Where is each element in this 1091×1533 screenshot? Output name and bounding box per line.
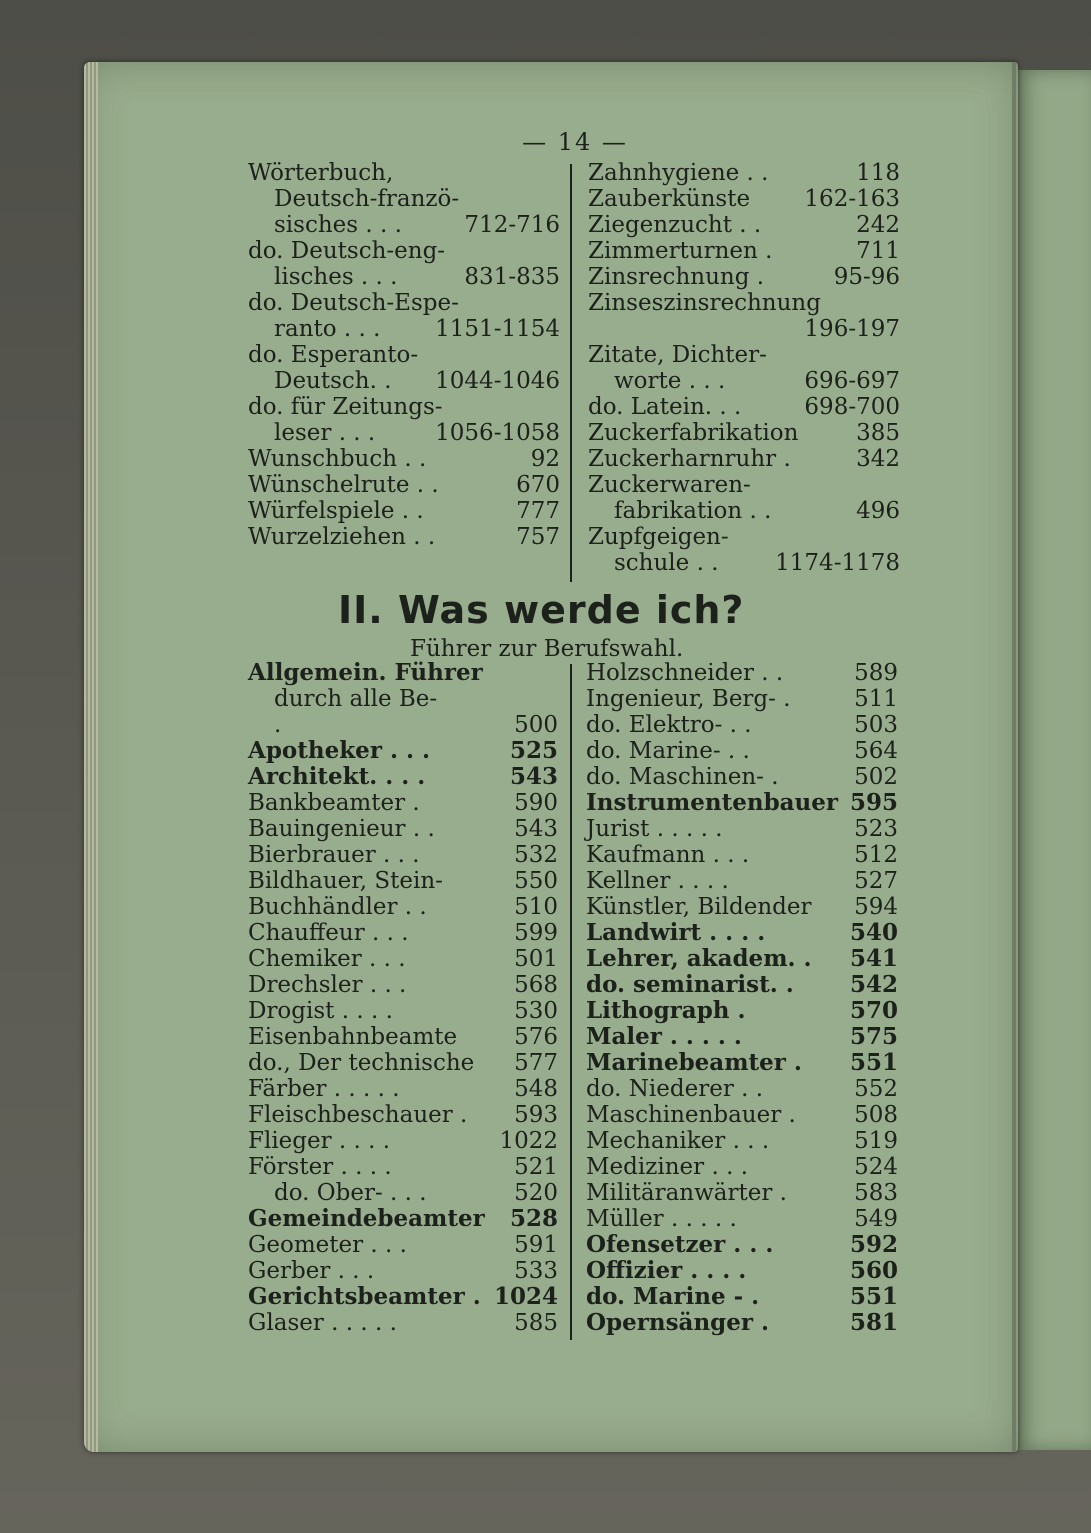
entry-page-ref: 533 [514, 1258, 558, 1284]
index-column-upper-right [588, 160, 900, 576]
entry-page-ref: 577 [514, 1050, 558, 1076]
entry-term: Förster . . . . [248, 1154, 392, 1180]
column-divider-upper [570, 164, 572, 582]
entry-term: Militäranwärter . [586, 1180, 787, 1206]
entry-page-ref: 568 [514, 972, 558, 998]
entry-term: Künstler, Bildender [586, 894, 812, 920]
index-entry [586, 842, 898, 868]
entry-term: Jurist . . . . . [586, 816, 723, 842]
index-entry [586, 738, 898, 764]
entry-term: Mediziner . . . [586, 1154, 748, 1180]
index-entry [588, 316, 900, 342]
entry-term: Offizier . . . . [586, 1257, 747, 1284]
entry-term: Ofensetzer . . . [586, 1231, 774, 1258]
index-entry [248, 472, 560, 498]
entry-page-ref: 551 [849, 1049, 898, 1076]
entry-page-ref: 196-197 [804, 316, 900, 342]
entry-page-ref: 532 [514, 842, 558, 868]
entry-page-ref: 511 [854, 686, 898, 712]
entry-term: Holzschneider . . [586, 660, 784, 686]
index-entry [586, 816, 898, 842]
entry-page-ref: 503 [854, 712, 898, 738]
entry-term: Gerichtsbeamter . [248, 1283, 481, 1310]
index-entry [586, 1154, 898, 1180]
entry-term: Chauffeur . . . [248, 920, 409, 946]
entry-page-ref: 570 [849, 997, 898, 1024]
entry-page-ref: 385 [856, 420, 900, 446]
entry-page-ref: 342 [856, 446, 900, 472]
index-entry [588, 446, 900, 472]
entry-page-ref: 590 [514, 790, 558, 816]
entry-page-ref: 594 [854, 894, 898, 920]
entry-page-ref: 589 [854, 660, 898, 686]
column-divider-lower [570, 664, 572, 1340]
entry-page-ref: 552 [854, 1076, 898, 1102]
entry-page-ref: 1022 [499, 1128, 558, 1154]
entry-term: Fleischbeschauer . [248, 1102, 468, 1128]
index-entry [248, 816, 558, 842]
entry-term: ranto . . . [274, 316, 381, 342]
entry-page-ref: 549 [854, 1206, 898, 1232]
entry-page-ref: 543 [509, 763, 558, 790]
entry-term: Drechsler . . . [248, 972, 407, 998]
entry-term: Maschinenbauer . [586, 1102, 796, 1128]
index-entry [248, 1102, 558, 1128]
index-entry [588, 368, 900, 394]
page-number: — 14 — [522, 128, 628, 156]
entry-term: do. Deutsch-Espe- [248, 290, 459, 316]
entry-term: Drogist . . . . [248, 998, 393, 1024]
index-entry [586, 1180, 898, 1206]
entry-term: do. seminarist. . [586, 971, 794, 998]
index-entry [586, 764, 898, 790]
entry-term: Zuckerharnruhr . [588, 446, 791, 472]
index-entry [248, 316, 560, 342]
entry-page-ref: 520 [514, 1180, 558, 1206]
index-entry [586, 660, 898, 686]
entry-page-ref: 542 [849, 971, 898, 998]
index-entry [248, 686, 558, 712]
index-entry [248, 1076, 558, 1102]
entry-page-ref: 581 [849, 1309, 898, 1336]
entry-page-ref: 712-716 [464, 212, 560, 238]
entry-term: Ziegenzucht . . [588, 212, 762, 238]
entry-term: do., Der technische [248, 1050, 475, 1076]
index-entry [588, 186, 900, 212]
entry-term: Kellner . . . . [586, 868, 729, 894]
index-entry [588, 550, 900, 576]
entry-page-ref: 550 [514, 868, 558, 894]
entry-page-ref: 540 [849, 919, 898, 946]
index-entry [248, 1310, 558, 1336]
index-entry [248, 1284, 558, 1310]
index-entry [586, 1284, 898, 1310]
index-column-upper-left [248, 160, 560, 550]
index-column-lower-left [248, 660, 558, 1336]
entry-term: Zauberkünste [588, 186, 751, 212]
entry-page-ref: 777 [516, 498, 560, 524]
index-entry [248, 972, 558, 998]
index-entry [586, 868, 898, 894]
index-column-lower-right [586, 660, 898, 1336]
entry-term: Zimmerturnen . [588, 238, 773, 264]
entry-term: Bierbrauer . . . [248, 842, 420, 868]
index-entry [586, 998, 898, 1024]
entry-term: do. Marine - . [586, 1283, 760, 1310]
entry-term: do. Maschinen- . [586, 764, 779, 790]
entry-page-ref: 95-96 [833, 264, 900, 290]
index-entry [248, 446, 560, 472]
index-entry [248, 264, 560, 290]
entry-term: Flieger . . . . [248, 1128, 391, 1154]
entry-page-ref: 575 [849, 1023, 898, 1050]
entry-term: Bildhauer, Stein- [248, 868, 443, 894]
index-entry [586, 1076, 898, 1102]
index-entry [248, 660, 558, 686]
index-entry [586, 1206, 898, 1232]
entry-page-ref: 525 [509, 737, 558, 764]
entry-term: Eisenbahnbeamte [248, 1024, 458, 1050]
entry-term: Apotheker . . . [248, 737, 430, 764]
section-title: II. Was werde ich? [338, 588, 745, 632]
entry-term: Architekt. . . . [248, 763, 426, 790]
section-subtitle: Führer zur Berufswahl. [410, 636, 684, 662]
entry-term: do. Latein. . . [588, 394, 742, 420]
index-entry [248, 1024, 558, 1050]
entry-page-ref: 524 [854, 1154, 898, 1180]
entry-term: do. Esperanto- [248, 342, 419, 368]
index-entry [586, 1050, 898, 1076]
entry-page-ref: 541 [849, 945, 898, 972]
index-entry [248, 1258, 558, 1284]
entry-page-ref: 519 [854, 1128, 898, 1154]
index-entry [586, 1310, 898, 1336]
entry-term: Deutsch-franzö- [274, 186, 460, 212]
entry-term: Wunschbuch . . [248, 446, 427, 472]
entry-page-ref: 543 [514, 816, 558, 842]
index-entry [588, 212, 900, 238]
entry-page-ref: 92 [530, 446, 560, 472]
entry-page-ref: 1044-1046 [435, 368, 560, 394]
entry-page-ref: 242 [856, 212, 900, 238]
entry-page-ref: 118 [856, 160, 900, 186]
index-entry [588, 342, 900, 368]
index-entry [248, 238, 560, 264]
index-entry [248, 524, 560, 550]
entry-page-ref: 583 [854, 1180, 898, 1206]
entry-page-ref: 831-835 [464, 264, 560, 290]
entry-term: Opernsänger . [586, 1309, 770, 1336]
index-entry [588, 498, 900, 524]
index-entry [588, 160, 900, 186]
index-entry [248, 868, 558, 894]
index-entry [248, 186, 560, 212]
index-entry [588, 472, 900, 498]
index-entry [588, 238, 900, 264]
index-entry [248, 1154, 558, 1180]
index-entry [248, 498, 560, 524]
entry-page-ref: 593 [514, 1102, 558, 1128]
entry-term: Deutsch. . [274, 368, 392, 394]
entry-term: Wörterbuch, [248, 160, 394, 186]
entry-page-ref: 501 [514, 946, 558, 972]
entry-term: Wünschelrute . . [248, 472, 439, 498]
index-entry [248, 212, 560, 238]
index-entry [248, 160, 560, 186]
index-entry [586, 1102, 898, 1128]
entry-term: leser . . . [274, 420, 376, 446]
entry-term: Bankbeamter . [248, 790, 420, 816]
index-entry [586, 1258, 898, 1284]
entry-page-ref: 551 [849, 1283, 898, 1310]
index-entry [586, 946, 898, 972]
index-entry [586, 790, 898, 816]
entry-term: Zupfgeigen- [588, 524, 729, 550]
index-entry [248, 842, 558, 868]
entry-term: Würfelspiele . . [248, 498, 424, 524]
entry-page-ref: 670 [516, 472, 560, 498]
entry-term: Gemeindebeamter [248, 1205, 485, 1232]
index-entry [588, 264, 900, 290]
entry-page-ref: 595 [849, 789, 898, 816]
entry-term: Marinebeamter . [586, 1049, 802, 1076]
index-entry [588, 524, 900, 550]
entry-page-ref: 696-697 [804, 368, 900, 394]
entry-term: Buchhändler . . [248, 894, 427, 920]
index-entry [588, 420, 900, 446]
entry-page-ref: 698-700 [804, 394, 900, 420]
index-entry [248, 790, 558, 816]
entry-term: Müller . . . . . [586, 1206, 737, 1232]
entry-page-ref: 510 [514, 894, 558, 920]
index-entry [586, 712, 898, 738]
next-page-edge [1016, 70, 1091, 1450]
entry-term: Kaufmann . . . [586, 842, 750, 868]
index-entry [248, 1206, 558, 1232]
entry-term: durch alle Be- [274, 686, 438, 712]
entry-term: Mechaniker . . . [586, 1128, 770, 1154]
entry-term: worte . . . [614, 368, 726, 394]
entry-term: do. Niederer . . [586, 1076, 764, 1102]
entry-term: Zinseszinsrechnung [588, 290, 821, 316]
entry-term: do. für Zeitungs- [248, 394, 443, 420]
index-entry [248, 738, 558, 764]
entry-term: Lithograph . [586, 997, 746, 1024]
entry-term: Geometer . . . [248, 1232, 407, 1258]
entry-term: Zinsrechnung . [588, 264, 765, 290]
index-entry [248, 1180, 558, 1206]
entry-page-ref: 599 [514, 920, 558, 946]
entry-term: do. Elektro- . . [586, 712, 752, 738]
entry-page-ref: 1024 [493, 1283, 558, 1310]
entry-term: do. Marine- . . [586, 738, 750, 764]
entry-page-ref: 502 [854, 764, 898, 790]
entry-term: Gerber . . . [248, 1258, 375, 1284]
index-entry [248, 764, 558, 790]
entry-term: Instrumentenbauer [586, 789, 839, 816]
index-entry [588, 394, 900, 420]
index-entry [586, 894, 898, 920]
index-entry [586, 920, 898, 946]
index-entry [586, 1024, 898, 1050]
entry-page-ref: 585 [514, 1310, 558, 1336]
index-entry [586, 686, 898, 712]
entry-term: do. Ober- . . . [274, 1180, 427, 1206]
entry-term: Zitate, Dichter- [588, 342, 767, 368]
entry-term: Allgemein. Führer [248, 659, 483, 686]
entry-page-ref: 530 [514, 998, 558, 1024]
entry-term: Chemiker . . . [248, 946, 406, 972]
entry-term: lisches . . . [274, 264, 398, 290]
entry-page-ref: 508 [854, 1102, 898, 1128]
entry-page-ref: 528 [509, 1205, 558, 1232]
entry-page-ref: 521 [514, 1154, 558, 1180]
entry-term: Lehrer, akadem. . [586, 945, 812, 972]
index-entry [248, 998, 558, 1024]
index-entry [248, 394, 560, 420]
entry-page-ref: 162-163 [804, 186, 900, 212]
entry-page-ref: 711 [856, 238, 900, 264]
index-entry [586, 1232, 898, 1258]
gutter [1012, 62, 1016, 1452]
entry-term: Wurzelziehen . . [248, 524, 436, 550]
index-entry [248, 1128, 558, 1154]
entry-page-ref: 523 [854, 816, 898, 842]
entry-page-ref: 591 [514, 1232, 558, 1258]
index-entry [248, 1232, 558, 1258]
entry-page-ref: 757 [516, 524, 560, 550]
entry-term: Zuckerwaren- [588, 472, 751, 498]
entry-page-ref: 1174-1178 [775, 550, 900, 576]
entry-page-ref: 527 [854, 868, 898, 894]
entry-term: Glaser . . . . . [248, 1310, 397, 1336]
entry-page-ref: 1056-1058 [435, 420, 560, 446]
entry-term: fabrikation . . [614, 498, 772, 524]
entry-term: schule . . [614, 550, 719, 576]
entry-term: do. Deutsch-eng- [248, 238, 446, 264]
index-entry [248, 712, 558, 738]
entry-term: Landwirt . . . . [586, 919, 766, 946]
index-entry [248, 946, 558, 972]
entry-term: Maler . . . . . [586, 1023, 742, 1050]
entry-page-ref: 592 [849, 1231, 898, 1258]
index-entry [586, 1128, 898, 1154]
index-entry [248, 920, 558, 946]
index-entry [248, 290, 560, 316]
entry-term: Ingenieur, Berg- . [586, 686, 791, 712]
index-entry [248, 894, 558, 920]
entry-page-ref: 560 [849, 1257, 898, 1284]
entry-term: Zuckerfabrikation [588, 420, 799, 446]
index-entry [588, 290, 900, 316]
entry-term: Bauingenieur . . [248, 816, 435, 842]
entry-page-ref: 548 [514, 1076, 558, 1102]
entry-page-ref: 512 [854, 842, 898, 868]
entry-page-ref: 564 [854, 738, 898, 764]
entry-page-ref: 1151-1154 [435, 316, 560, 342]
entry-term: Zahnhygiene . . [588, 160, 769, 186]
page-edges [84, 62, 98, 1452]
index-entry [248, 342, 560, 368]
index-entry [248, 1050, 558, 1076]
entry-page-ref: 576 [514, 1024, 558, 1050]
index-entry [248, 420, 560, 446]
index-entry [248, 368, 560, 394]
index-entry [586, 972, 898, 998]
entry-term: sisches . . . [274, 212, 402, 238]
entry-page-ref: 496 [856, 498, 900, 524]
entry-term: . [274, 712, 282, 738]
entry-term: Färber . . . . . [248, 1076, 400, 1102]
entry-page-ref: 500 [514, 712, 558, 738]
